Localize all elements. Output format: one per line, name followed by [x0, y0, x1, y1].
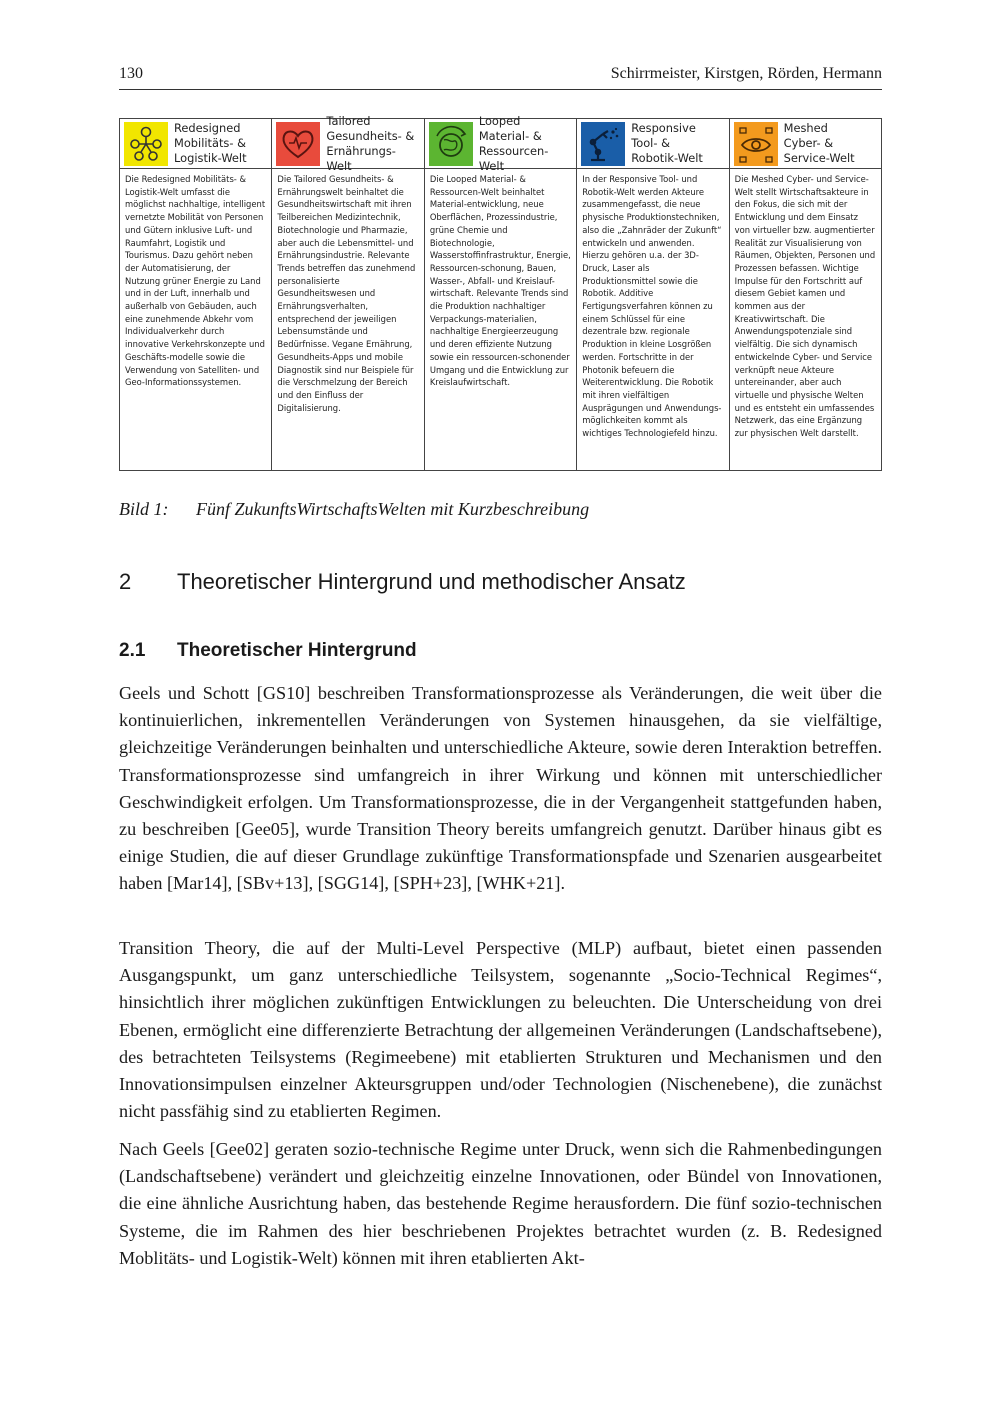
subsection-number: 2.1 — [119, 640, 146, 661]
figure-caption — [119, 499, 589, 520]
section-number: 2 — [119, 569, 132, 594]
body-paragraph: Transition Theory, die auf der Multi-Level Perspective (MLP) aufbaut, bietet einen passenden Ausgangspunkt, um ganz unterschiedliche Teilsystem, sogenannte „Socio-Technical Regimes“, hinsichtlich ihrer möglichen zukünftigen Entwicklungen zu beleuchten. Die Unterscheidung von drei Ebenen, ermöglicht eine differenzierte Betrachtung der allgemeinen Veränderungen (Landschaftsebene), des betrachteten Teilsystems (Regimeebene) mit etablierten Strukturen und Mechanismen und den Innovationsimpulsen einzelner Akteursgruppen und/oder Technologien (Nischenebene), die zunächst nicht passfähig sind zu etablierten Regimen. — [119, 938, 882, 1122]
world-column-health — [272, 113, 424, 470]
column-description: Die Looped Material- & Ressourcen-Welt beinhaltet Material-entwicklung, neue Oberflächen, Prozessindustrie, grüne Chemie und Biotechnologie, Wasserstoffinfrastruktur, Energie, Ressourcen-schonung, Bauen, Wasser-, Abfall- und Kreislauf-wirtschaft. Relevante Trends sind die Produktion nachhaltiger Verpackungs-materialien, nachhaltige Energieerzeugung und deren effiziente Nutzung sowie ein ressourcen-schonender Umgang und die Entwicklung zur Kreislaufwirtschaft. — [429, 174, 571, 388]
column-description: Die Redesigned Mobilitäts- & Logistik-Welt umfasst die möglichst nachhaltige, intelligent vernetzte Mobilität von Personen und Gütern inklusive Luft- und Raumfahrt, Logistik und Tourismus. Dazu gehört neben der Automatisierung, der Nutzung grüner Energie zu Land und in der Luft, innerhalb und außerhalb von Gebäuden, auch eine zunehmende Abkehr vom Individualverkehr durch innovative Verkehrskonzepte und Geschäfts-modelle sowie die Verwendung von Satelliten- und Geo-Informationssystemen. — [125, 174, 266, 388]
robot-arm-icon — [581, 122, 625, 166]
world-column-mobility — [120, 119, 272, 470]
column-header — [425, 113, 576, 173]
world-column-material — [425, 113, 577, 470]
column-description: Die Meshed Cyber- und Service-Welt stellt Wirtschaftsakteure in den Fokus, die sich mit der Entwicklung und dem Einsatz von virtueller bzw. augmentierter Realität zur Visualisierung von Räumen, Objekten, Personen und Prozessen befassen. Wichtige Impulse für den Fortschritt auf diesem Gebiet kamen und kommen aus der Kreativwirtschaft. Die Anwendungspotenziale sind vielfältig. Die sich dynamisch entwickelnde Cyber- und Service verknüpft neue Akteure untereinander, aber auch virtuelle und physische Welten und es entsteht ein umfassendes Netzwerk, das eine Ergänzung zur physischen Welt darstellt. — [734, 174, 876, 439]
body-paragraph: Geels und Schott [GS10] beschreiben Transformationsprozesse als Veränderungen, die weit über die kontinuierlichen, inkrementellen Veränderungen von Systemen hinausgehen, da sie vielfältige, gleichzeitige Veränderungen beinhalten und unterschiedliche Akteure, sowie deren Interaktion betreffen. Transformationsprozesse sind umfangreich in ihrer Wirkung und können mit unterschiedlicher Geschwindigkeit erfolgen. Um Transformationsprozesse, die in der Vergangenheit stattgefunden haben, zu beschreiben [Gee05], wurde Transition Theory bereits umfangreich genutzt. Darüber hinaus gibt es einige Studien, die auf dieser Grundlage zukünftige Transformationspfade und Szenarien ausgearbeitet haben [Mar14], [SBv+13], [SGG14], [SPH+23], [WHK+21]. — [119, 683, 882, 894]
caption-text: Fünf ZukunftsWirtschaftsWelten mit Kurzbeschreibung — [196, 499, 590, 519]
section-heading — [119, 569, 686, 595]
column-header — [730, 119, 881, 169]
world-column-robotics — [577, 119, 729, 470]
page-header — [119, 66, 882, 90]
running-authors: Schirrmeister, Kirstgen, Rörden, Hermann — [610, 65, 882, 82]
heart-icon — [276, 122, 320, 166]
column-description: In der Responsive Tool- und Robotik-Welt werden Akteure zusammengefasst, die neue physische Produktionstechniken, also die „Zahnräder der Zukunft“ entwickeln und anwenden. Hierzu gehören u.a. der 3D-Druck, Laser als Produktionsmittel sowie die Robotik. Additive Fertigungsverfahren können zu einem Schlüssel für eine dezentrale bzw. regionale Produktion in kleine Losgrößen werden. Fortschritte in der Photonik befeuern die Weiterentwicklung. Die Robotik mit ihren vielfältigen Ausprägungen und Anwendungs-möglichkeiten kommt als wichtiges Technologiefeld hinzu. — [582, 174, 722, 439]
column-header — [120, 119, 271, 169]
figure-table — [119, 113, 882, 471]
globe-loop-icon — [429, 122, 473, 166]
body-paragraph: Nach Geels [Gee02] geraten sozio-technische Regime unter Druck, wenn sich die Rahmenbedingungen (Landschaftsebene) verändert und gleichzeitig einzelne Innovationen, oder Bündel von Innovationen, die eine ähnliche Ausrichtung haben, das bestehende Regime herausfordern. Die fünf sozio-technischen Systeme, die im Rahmen des hier beschriebenen Projektes betrachtet wurden (z. B. Redesigned Moblitäts- und Logistik-Welt) können mit ihren etablierten Akt- — [119, 1139, 882, 1268]
mobility-network-icon — [124, 122, 168, 166]
subsection-heading — [119, 640, 417, 662]
section-title: Theoretischer Hintergrund und methodischer Ansatz — [177, 569, 686, 594]
world-column-cyber — [730, 119, 881, 470]
caption-label: Bild 1: — [119, 499, 169, 519]
column-header — [272, 113, 423, 173]
column-title: Looped Material- & Ressourcen-Welt — [478, 113, 549, 173]
column-title: Responsive Tool- & Robotik-Welt — [631, 121, 703, 165]
subsection-title: Theoretischer Hintergrund — [177, 640, 417, 661]
column-header — [577, 119, 728, 169]
column-title: Meshed Cyber- & Service-Welt — [783, 121, 855, 165]
column-description: Die Tailored Gesundheits- & Ernährungswelt beinhaltet die Gesundheitswirtschaft mit ihren Teilbereichen Medizintechnik, Biotechnologie und Pharmazie, aber auch die Lebensmittel- und Ernährungsindustrie. Relevante Trends betreffen das zunehmend personalisierte Gesundheitswesen und Ernährungsverhalten, entsprechend der jeweiligen Lebensumstände und Bedürfnisse. Vegane Ernährung, Gesundheits-Apps und mobile Diagnostik sind nur Beispiele für die Verschmelzung der Bereich und den Einfluss der Digitalisierung. — [277, 174, 416, 413]
column-title: Tailored Gesundheits- & Ernährungs-Welt — [326, 113, 415, 173]
column-title: Redesigned Mobilitäts- & Logistik-Welt — [174, 121, 247, 165]
page-number: 130 — [119, 65, 143, 82]
cyber-eye-icon — [734, 122, 778, 166]
